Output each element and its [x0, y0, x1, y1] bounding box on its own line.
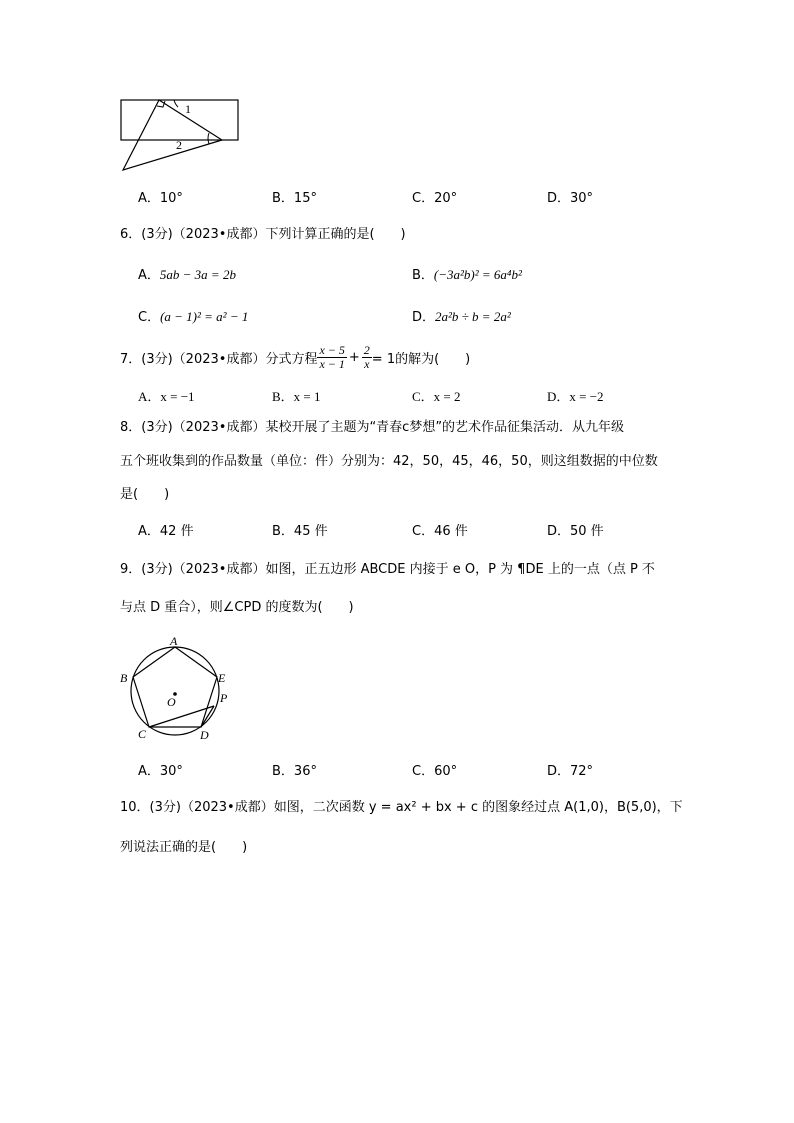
q6-option-c [138, 306, 248, 325]
label-p: P [220, 691, 228, 705]
q7-option-d: D．x = −2 [547, 389, 604, 404]
q6-option-a-expr: 5ab − 3a = 2b [159, 267, 236, 282]
q8-line-1: 8．(3分)（2023•成都）某校开展了主题为“青春c梦想”的艺术作品征集活动．从九年级 [120, 420, 625, 435]
angle1-label: 1 [185, 102, 191, 116]
q8-option-b: B．45 件 [272, 524, 328, 539]
q6-option-a-label: A． [138, 268, 160, 283]
q7-fraction-1 [317, 344, 346, 371]
q6-option-b-label: B． [412, 268, 434, 283]
q5-option-b: B．15° [272, 191, 317, 206]
triangle-set-square [123, 100, 222, 170]
q7-fraction-2 [362, 344, 372, 371]
label-b: B [120, 671, 128, 685]
q7-stem-prefix: 7．(3分)（2023•成都）分式方程 [120, 351, 318, 367]
q8-line-3: 是( ) [120, 487, 170, 502]
q9-option-a: A．30° [138, 764, 183, 779]
q9-option-c: C．60° [412, 764, 458, 779]
q8-option-a: A．42 件 [138, 524, 194, 539]
q5-option-d: D．30° [547, 191, 594, 206]
q7-stem [120, 340, 470, 374]
q6-stem: 6．(3分)（2023•成都）下列计算正确的是( ) [120, 227, 406, 242]
angle2-arc [208, 133, 209, 144]
q6-option-c-expr: (a − 1)² = a² − 1 [160, 309, 249, 324]
q7-fraction-1-denominator: x − 1 [319, 356, 345, 371]
label-o: O [167, 695, 176, 709]
q5-option-a: A．10° [138, 191, 183, 206]
circle-o [131, 647, 219, 735]
q8-option-d: D．50 件 [547, 524, 604, 539]
q9-line-2: 与点 D 重合），则∠CPD 的度数为( ) [120, 600, 354, 615]
q7-stem-suffix: = 1的解为( ) [371, 351, 471, 367]
q9-line-1: 9．(3分)（2023•成都）如图，正五边形 ABCDE 内接于 e O，P 为 ¶DE 上的一点（点 P 不 [120, 562, 655, 577]
q6-option-d-expr: 2a²b ÷ b = 2a² [435, 309, 511, 324]
angle2-label: 2 [176, 138, 182, 152]
q6-option-c-label: C． [138, 310, 161, 325]
label-d: D [200, 728, 209, 742]
q7-option-b: B．x = 1 [272, 389, 321, 404]
q6-option-d-label: D． [412, 310, 436, 325]
q9-option-b: B．36° [272, 764, 317, 779]
q7-option-c: C．x = 2 [412, 389, 461, 404]
q10-line-1: 10．(3分)（2023•成都）如图，二次函数 y = ax² + bx + c 的图象经过点 A(1,0)，B(5,0)，下 [120, 800, 683, 815]
label-e: E [218, 671, 226, 685]
q8-option-c: C．46 件 [412, 524, 468, 539]
q10-line-2: 列说法正确的是( ) [120, 840, 248, 855]
q7-option-a: A．x = −1 [138, 389, 195, 404]
q7-fraction-2-numerator: 2 [363, 342, 370, 357]
q7-fraction-2-denominator: x [364, 356, 370, 371]
q5-figure [112, 94, 247, 174]
q6-option-d [412, 306, 511, 325]
q5-option-c: C．20° [412, 191, 458, 206]
q6-option-b [412, 264, 522, 283]
q9-option-d: D．72° [547, 764, 594, 779]
label-c: C [138, 727, 147, 741]
q7-fraction-1-numerator: x − 5 [319, 342, 345, 357]
q8-line-2: 五个班收集到的作品数量（单位：件）分别为：42，50，45，46，50，则这组数据的中位数 [120, 454, 658, 469]
q6-option-a [138, 264, 236, 283]
ruler-rectangle [121, 100, 238, 140]
angle1-arc [174, 100, 178, 107]
q9-figure [114, 632, 244, 744]
label-a: A [170, 634, 178, 648]
q7-plus: + [348, 349, 360, 365]
q6-option-b-expr: (−3a²b)² = 6a⁴b² [433, 267, 522, 282]
